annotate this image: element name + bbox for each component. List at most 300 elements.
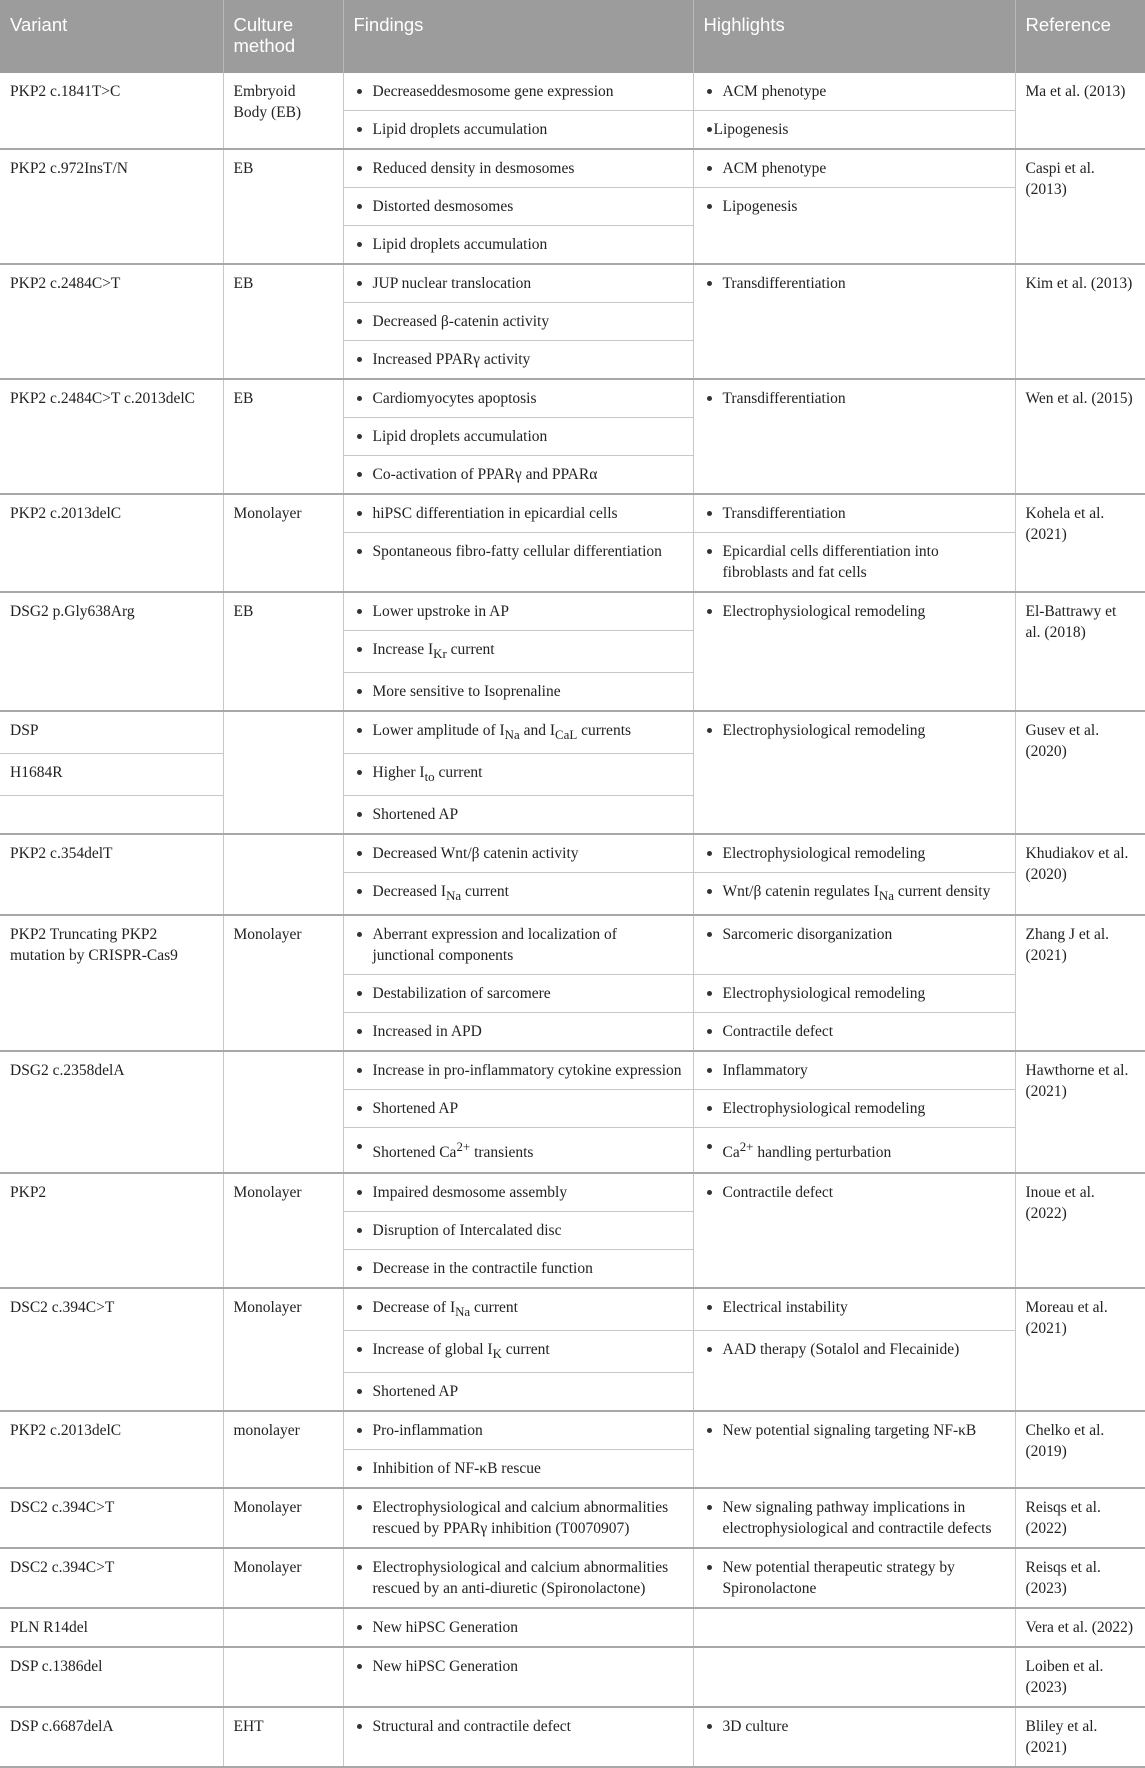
bullet-item bbox=[354, 426, 683, 447]
finding-item bbox=[343, 73, 693, 111]
bullet-text: Electrophysiological and calcium abnormalities rescued by an anti-diuretic (Spironolactone) bbox=[372, 1558, 669, 1597]
bullet-icon bbox=[357, 991, 362, 996]
culture-method-cell: EB bbox=[223, 149, 343, 264]
reference-cell: Reisqs et al. (2023) bbox=[1015, 1548, 1145, 1608]
culture-method-cell bbox=[223, 1647, 343, 1707]
bullet-icon bbox=[707, 1144, 712, 1149]
bullet-item bbox=[704, 158, 1005, 179]
bullet-text: New signaling pathway implications in electrophysiological and contractile defects bbox=[722, 1498, 992, 1537]
highlight-item bbox=[693, 1090, 1015, 1128]
finding-item bbox=[343, 631, 693, 673]
bullet-icon bbox=[707, 396, 712, 401]
bullet-icon bbox=[357, 1625, 362, 1630]
variant-cell: PKP2 Truncating PKP2 mutation by CRISPR-Cas9 bbox=[0, 915, 223, 1051]
bullet-text: Contractile defect bbox=[722, 1183, 834, 1201]
bullet-text: Increase of global $I_K$ current bbox=[372, 1340, 550, 1361]
bullet-icon bbox=[357, 1029, 362, 1034]
bullet-item bbox=[704, 983, 1005, 1004]
bullet-icon bbox=[357, 1565, 362, 1570]
variant-cell: DSP c.6687delA bbox=[0, 1707, 223, 1767]
finding-item bbox=[343, 1211, 693, 1249]
reference-cell: Caspi et al. (2013) bbox=[1015, 149, 1145, 264]
finding-item bbox=[343, 1288, 693, 1331]
finding-item bbox=[343, 1051, 693, 1090]
finding-item bbox=[343, 711, 693, 754]
table-body bbox=[0, 73, 1145, 1767]
variant-cell: DSC2 c.394C>T bbox=[0, 1548, 223, 1608]
bullet-icon bbox=[357, 728, 362, 733]
bullet-item bbox=[354, 1497, 683, 1539]
bullet-text: Decrease in the contractile function bbox=[372, 1259, 593, 1277]
bullet-text: Decreaseddesmosome gene expression bbox=[372, 83, 614, 100]
bullet-icon bbox=[357, 1505, 362, 1510]
finding-item bbox=[343, 873, 693, 916]
bullet-item bbox=[354, 1136, 683, 1163]
bullet-text: Epicardial cells differentiation into fibroblasts and fat cells bbox=[722, 543, 939, 581]
bullet-text: Shortened AP bbox=[372, 1382, 459, 1400]
variant-cell: DSG2 p.Gly638Arg bbox=[0, 592, 223, 711]
highlight-item bbox=[693, 111, 1015, 150]
bullet-icon bbox=[357, 1389, 362, 1394]
bullet-icon bbox=[707, 1428, 712, 1433]
bullet-icon bbox=[707, 1565, 712, 1570]
bullet-item bbox=[704, 541, 1005, 583]
variant-cell: DSC2 c.394C>T bbox=[0, 1488, 223, 1548]
finding-item bbox=[343, 1488, 693, 1548]
bullet-text: New potential signaling targeting NF-κB bbox=[722, 1421, 977, 1439]
bullet-text: Increase in pro-inflammatory cytokine expression bbox=[372, 1062, 682, 1080]
bullet-item bbox=[354, 1258, 683, 1279]
highlight-item bbox=[693, 1128, 1015, 1173]
bullet-icon bbox=[707, 851, 712, 856]
highlight-item bbox=[693, 1013, 1015, 1052]
finding-item bbox=[343, 975, 693, 1013]
bullet-text: Reduced density in desmosomes bbox=[372, 160, 575, 177]
bullet-icon bbox=[357, 1190, 362, 1195]
bullet-icon bbox=[357, 281, 362, 286]
culture-method-cell: Monolayer bbox=[223, 1173, 343, 1288]
bullet-item bbox=[354, 388, 683, 409]
bullet-item bbox=[354, 503, 683, 524]
bullet-item bbox=[354, 601, 683, 622]
bullet-icon bbox=[707, 1029, 712, 1034]
variant-cell: PKP2 c.1841T>C bbox=[0, 73, 223, 149]
bullet-icon bbox=[357, 204, 362, 209]
finding-item bbox=[343, 915, 693, 975]
bullet-item bbox=[354, 158, 683, 179]
bullet-item bbox=[704, 1021, 1005, 1042]
bullet-icon bbox=[357, 1144, 362, 1149]
bullet-item bbox=[354, 843, 683, 864]
bullet-item bbox=[354, 1617, 683, 1638]
bullet-item bbox=[354, 1021, 683, 1042]
highlight-item bbox=[693, 1411, 1015, 1488]
bullet-text: Transdifferentiation bbox=[722, 505, 846, 522]
culture-method-cell bbox=[223, 711, 343, 834]
table-row bbox=[0, 915, 1145, 975]
bullet-item bbox=[354, 234, 683, 255]
bullet-item bbox=[354, 804, 683, 825]
table-row bbox=[0, 834, 1145, 873]
variant-cell: DSG2 c.2358delA bbox=[0, 1051, 223, 1172]
bullet-icon bbox=[357, 1466, 362, 1471]
bullet-icon bbox=[707, 549, 712, 554]
bullet-text: Electrophysiological and calcium abnormalities rescued by PPARγ inhibition (T0070907) bbox=[372, 1498, 669, 1537]
bullet-text: New hiPSC Generation bbox=[372, 1657, 519, 1675]
finding-item bbox=[343, 494, 693, 533]
bullet-icon bbox=[357, 1428, 362, 1433]
finding-item bbox=[343, 834, 693, 873]
bullet-text: New hiPSC Generation bbox=[372, 1618, 519, 1636]
highlight-item bbox=[693, 149, 1015, 188]
table-row bbox=[0, 1288, 1145, 1331]
bullet-text: New potential therapeutic strategy by Spironolactone bbox=[722, 1558, 955, 1597]
bullet-item bbox=[354, 1458, 683, 1479]
highlight-item bbox=[693, 1548, 1015, 1608]
culture-method-cell: monolayer bbox=[223, 1411, 343, 1488]
highlight-item bbox=[693, 533, 1015, 593]
bullet-item bbox=[704, 601, 1005, 622]
bullet-icon bbox=[357, 689, 362, 694]
bullet-item bbox=[354, 720, 683, 745]
table-row bbox=[0, 494, 1145, 533]
bullet-text: Electrophysiological remodeling bbox=[722, 722, 926, 740]
bullet-text: Distorted desmosomes bbox=[372, 198, 514, 215]
bullet-icon bbox=[357, 1724, 362, 1729]
bullet-text: Electrical instability bbox=[722, 1298, 848, 1316]
bullet-item bbox=[354, 924, 683, 966]
bullet-text: Electrophysiological remodeling bbox=[722, 603, 926, 620]
highlight-item bbox=[693, 188, 1015, 265]
bullet-text: Decreased Wnt/β catenin activity bbox=[372, 845, 579, 863]
table-row bbox=[0, 1051, 1145, 1090]
bullet-item bbox=[704, 503, 1005, 524]
bullet-text: Decreased β-catenin activity bbox=[372, 313, 550, 330]
variant-cell: PLN R14del bbox=[0, 1608, 223, 1647]
reference-cell: Bliley et al. (2021) bbox=[1015, 1707, 1145, 1767]
finding-item bbox=[343, 673, 693, 712]
bullet-icon bbox=[357, 357, 362, 362]
bullet-item bbox=[354, 1339, 683, 1364]
bullet-icon bbox=[707, 609, 712, 614]
bullet-icon bbox=[357, 1266, 362, 1271]
highlight-item bbox=[693, 1051, 1015, 1090]
bullet-item bbox=[354, 119, 683, 140]
highlight-item bbox=[693, 915, 1015, 975]
bullet-item bbox=[704, 1497, 1005, 1539]
bullet-icon bbox=[707, 1724, 712, 1729]
finding-item bbox=[343, 1608, 693, 1647]
culture-method-cell: EB bbox=[223, 264, 343, 379]
finding-item bbox=[343, 796, 693, 835]
reference-cell: Hawthorne et al. (2021) bbox=[1015, 1051, 1145, 1172]
bullet-icon bbox=[357, 609, 362, 614]
highlight-item bbox=[693, 592, 1015, 711]
bullet-icon bbox=[357, 1664, 362, 1669]
finding-item bbox=[343, 1411, 693, 1450]
reference-cell: Chelko et al. (2019) bbox=[1015, 1411, 1145, 1488]
header-highlights: Highlights bbox=[693, 0, 1015, 73]
bullet-item bbox=[704, 1420, 1005, 1441]
bullet-text: Spontaneous fibro-fatty cellular differentiation bbox=[372, 543, 662, 560]
bullet-text: Lipid droplets accumulation bbox=[372, 428, 548, 445]
bullet-icon bbox=[707, 89, 712, 94]
bullet-icon bbox=[357, 812, 362, 817]
bullet-icon bbox=[707, 204, 712, 209]
highlight-empty bbox=[693, 1647, 1015, 1707]
culture-method-cell: Monolayer bbox=[223, 1548, 343, 1608]
table-row bbox=[0, 1548, 1145, 1608]
reference-cell: Gusev et al. (2020) bbox=[1015, 711, 1145, 834]
bullet-item bbox=[354, 1220, 683, 1241]
bullet-icon bbox=[707, 728, 712, 733]
bullet-icon bbox=[357, 511, 362, 516]
bullet-item bbox=[354, 1656, 683, 1677]
bullet-icon bbox=[707, 511, 712, 516]
bullet-text: Lipid droplets accumulation bbox=[372, 236, 548, 253]
bullet-text: Lower amplitude of $I_{Na}$ and $I_{CaL}$ currents bbox=[372, 722, 632, 743]
culture-method-cell bbox=[223, 834, 343, 915]
bullet-icon bbox=[357, 549, 362, 554]
finding-item bbox=[343, 1330, 693, 1372]
reference-cell: Kohela et al. (2021) bbox=[1015, 494, 1145, 592]
bullet-icon bbox=[357, 472, 362, 477]
variant-cell: PKP2 bbox=[0, 1173, 223, 1288]
highlight-item bbox=[693, 834, 1015, 873]
bullet-icon bbox=[357, 127, 362, 132]
variant-cell: DSP bbox=[0, 711, 223, 754]
table-row bbox=[0, 1488, 1145, 1548]
reference-cell: Zhang J et al. (2021) bbox=[1015, 915, 1145, 1051]
finding-item bbox=[343, 533, 693, 593]
bullet-text: Co-activation of PPARγ and PPARα bbox=[372, 466, 598, 483]
highlight-item bbox=[693, 73, 1015, 111]
reference-cell: Loiben et al. (2023) bbox=[1015, 1647, 1145, 1707]
finding-item bbox=[343, 1090, 693, 1128]
bullet-icon bbox=[707, 1190, 712, 1195]
variant-cell: PKP2 c.972InsT/N bbox=[0, 149, 223, 264]
table-row bbox=[0, 73, 1145, 111]
table-row bbox=[0, 1411, 1145, 1450]
bullet-text: Lipogenesis bbox=[713, 121, 789, 138]
bullet-icon bbox=[357, 889, 362, 894]
finding-item bbox=[343, 418, 693, 456]
bullet-text: Increase $I_{Kr}$ current bbox=[372, 641, 495, 662]
reference-cell: Kim et al. (2013) bbox=[1015, 264, 1145, 379]
finding-item bbox=[343, 1128, 693, 1173]
table-row bbox=[0, 1707, 1145, 1767]
variant-cell: PKP2 c.2484C>T c.2013delC bbox=[0, 379, 223, 494]
highlight-item bbox=[693, 1488, 1015, 1548]
bullet-text: Lower upstroke in AP bbox=[372, 603, 509, 620]
table-row bbox=[0, 1608, 1145, 1647]
bullet-item bbox=[704, 1182, 1005, 1203]
bullet-text: Shortened $Ca^{2+}$ transients bbox=[372, 1139, 534, 1162]
bullet-text: hiPSC differentiation in epicardial cells bbox=[372, 505, 618, 522]
header-culture-method: Culture method bbox=[223, 0, 343, 73]
bullet-icon bbox=[357, 851, 362, 856]
bullet-icon bbox=[707, 1347, 712, 1352]
table-row bbox=[0, 592, 1145, 631]
bullet-text: ACM phenotype bbox=[722, 160, 827, 177]
culture-method-cell: Monolayer bbox=[223, 494, 343, 592]
finding-item bbox=[343, 264, 693, 303]
bullet-text: More sensitive to Isoprenaline bbox=[372, 683, 561, 701]
bullet-item bbox=[704, 1060, 1005, 1081]
bullet-text: Destabilization of sarcomere bbox=[372, 985, 551, 1003]
bullet-text: Shortened AP bbox=[372, 806, 459, 824]
finding-item bbox=[343, 111, 693, 150]
bullet-item bbox=[704, 1098, 1005, 1119]
finding-item bbox=[343, 1707, 693, 1767]
bullet-text: Disruption of Intercalated disc bbox=[372, 1221, 562, 1239]
highlight-item bbox=[693, 975, 1015, 1013]
highlight-item bbox=[693, 711, 1015, 834]
bullet-item bbox=[704, 273, 1005, 294]
finding-item bbox=[343, 149, 693, 188]
finding-item bbox=[343, 754, 693, 796]
bullet-text: Electrophysiological remodeling bbox=[722, 845, 926, 863]
finding-item bbox=[343, 1173, 693, 1212]
bullet-icon bbox=[707, 991, 712, 996]
table-row bbox=[0, 1647, 1145, 1707]
bullet-item bbox=[354, 1182, 683, 1203]
bullet-item bbox=[354, 349, 683, 370]
bullet-item bbox=[354, 639, 683, 664]
bullet-text: Increased PPARγ activity bbox=[372, 351, 531, 368]
culture-method-cell: EHT bbox=[223, 1707, 343, 1767]
variant-cell: PKP2 c.2013delC bbox=[0, 494, 223, 592]
bullet-icon bbox=[357, 932, 362, 937]
finding-item bbox=[343, 1449, 693, 1488]
finding-item bbox=[343, 456, 693, 495]
bullet-text: Higher $I_{to}$ current bbox=[372, 764, 483, 785]
bullet-icon bbox=[357, 1106, 362, 1111]
bullet-item bbox=[354, 1716, 683, 1737]
bullet-item bbox=[704, 924, 1005, 945]
reference-cell: Ma et al. (2013) bbox=[1015, 73, 1145, 149]
bullet-icon bbox=[357, 647, 362, 652]
bullet-icon bbox=[357, 1305, 362, 1310]
finding-item bbox=[343, 1372, 693, 1411]
bullet-item bbox=[354, 762, 683, 787]
bullet-icon bbox=[357, 166, 362, 171]
bullet-item bbox=[354, 881, 683, 906]
reference-cell: Wen et al. (2015) bbox=[1015, 379, 1145, 494]
bullet-text: 3D culture bbox=[722, 1717, 789, 1735]
bullet-item bbox=[704, 81, 1005, 102]
table-row bbox=[0, 711, 1145, 754]
bullet-icon bbox=[357, 1347, 362, 1352]
finding-item bbox=[343, 592, 693, 631]
bullet-icon bbox=[707, 1505, 712, 1510]
header-reference: Reference bbox=[1015, 0, 1145, 73]
bullet-item bbox=[704, 388, 1005, 409]
bullet-text: Aberrant expression and localization of junctional components bbox=[372, 926, 617, 965]
finding-item bbox=[343, 1647, 693, 1707]
bullet-item bbox=[354, 1420, 683, 1441]
bullet-item bbox=[354, 81, 683, 102]
culture-method-cell bbox=[223, 1608, 343, 1647]
culture-method-cell bbox=[223, 1051, 343, 1172]
bullet-icon bbox=[357, 319, 362, 324]
bullet-text: $Ca^{2+}$ handling perturbation bbox=[722, 1139, 892, 1162]
bullet-icon bbox=[357, 396, 362, 401]
bullet-item bbox=[704, 843, 1005, 864]
bullet-text: Shortened AP bbox=[372, 1100, 459, 1118]
reference-cell: Vera et al. (2022) bbox=[1015, 1608, 1145, 1647]
bullet-icon bbox=[707, 1305, 712, 1310]
bullet-text: Lipogenesis bbox=[722, 198, 798, 215]
table-row bbox=[0, 149, 1145, 188]
reference-cell: Reisqs et al. (2022) bbox=[1015, 1488, 1145, 1548]
bullet-item bbox=[704, 119, 1005, 140]
bullet-item bbox=[354, 311, 683, 332]
bullet-item bbox=[704, 720, 1005, 741]
bullet-item bbox=[704, 1716, 1005, 1737]
highlight-item bbox=[693, 1330, 1015, 1411]
finding-item bbox=[343, 1013, 693, 1052]
bullet-text: Electrophysiological remodeling bbox=[722, 985, 926, 1003]
reference-cell: El-Battrawy et al. (2018) bbox=[1015, 592, 1145, 711]
finding-item bbox=[343, 379, 693, 418]
bullet-text: Pro-inflammation bbox=[372, 1421, 483, 1439]
culture-method-cell: Monolayer bbox=[223, 915, 343, 1051]
bullet-icon bbox=[707, 889, 712, 894]
finding-item bbox=[343, 188, 693, 226]
bullet-item bbox=[354, 1557, 683, 1599]
highlight-item bbox=[693, 1288, 1015, 1331]
reference-cell: Inoue et al. (2022) bbox=[1015, 1173, 1145, 1288]
highlight-item bbox=[693, 1707, 1015, 1767]
bullet-text: JUP nuclear translocation bbox=[372, 275, 532, 292]
highlight-item bbox=[693, 264, 1015, 379]
header-findings: Findings bbox=[343, 0, 693, 73]
culture-method-cell: Monolayer bbox=[223, 1488, 343, 1548]
variant-cell bbox=[0, 796, 223, 835]
bullet-item bbox=[354, 196, 683, 217]
bullet-item bbox=[354, 681, 683, 702]
bullet-icon bbox=[707, 127, 712, 132]
bullet-icon bbox=[707, 1106, 712, 1111]
highlight-empty bbox=[693, 1608, 1015, 1647]
bullet-text: Structural and contractile defect bbox=[372, 1717, 571, 1735]
bullet-item bbox=[704, 1557, 1005, 1599]
bullet-item bbox=[354, 1060, 683, 1081]
bullet-item bbox=[354, 1098, 683, 1119]
bullet-icon bbox=[357, 770, 362, 775]
reference-cell: Moreau et al. (2021) bbox=[1015, 1288, 1145, 1411]
bullet-item bbox=[354, 1297, 683, 1322]
table-row bbox=[0, 264, 1145, 303]
bullet-item bbox=[354, 273, 683, 294]
finding-item bbox=[343, 1249, 693, 1288]
bullet-item bbox=[354, 464, 683, 485]
bullet-text: Sarcomeric disorganization bbox=[722, 926, 893, 944]
bullet-item bbox=[704, 1136, 1005, 1163]
bullet-item bbox=[704, 196, 1005, 217]
bullet-item bbox=[704, 1297, 1005, 1318]
header-variant: Variant bbox=[0, 0, 223, 73]
variant-cell: DSC2 c.394C>T bbox=[0, 1288, 223, 1411]
bullet-item bbox=[354, 1381, 683, 1402]
variant-cell: DSP c.1386del bbox=[0, 1647, 223, 1707]
finding-item bbox=[343, 226, 693, 265]
highlight-item bbox=[693, 379, 1015, 494]
bullet-text: Decrease of $I_{Na}$ current bbox=[372, 1298, 518, 1319]
bullet-text: Impaired desmosome assembly bbox=[372, 1183, 568, 1201]
culture-method-cell: Monolayer bbox=[223, 1288, 343, 1411]
